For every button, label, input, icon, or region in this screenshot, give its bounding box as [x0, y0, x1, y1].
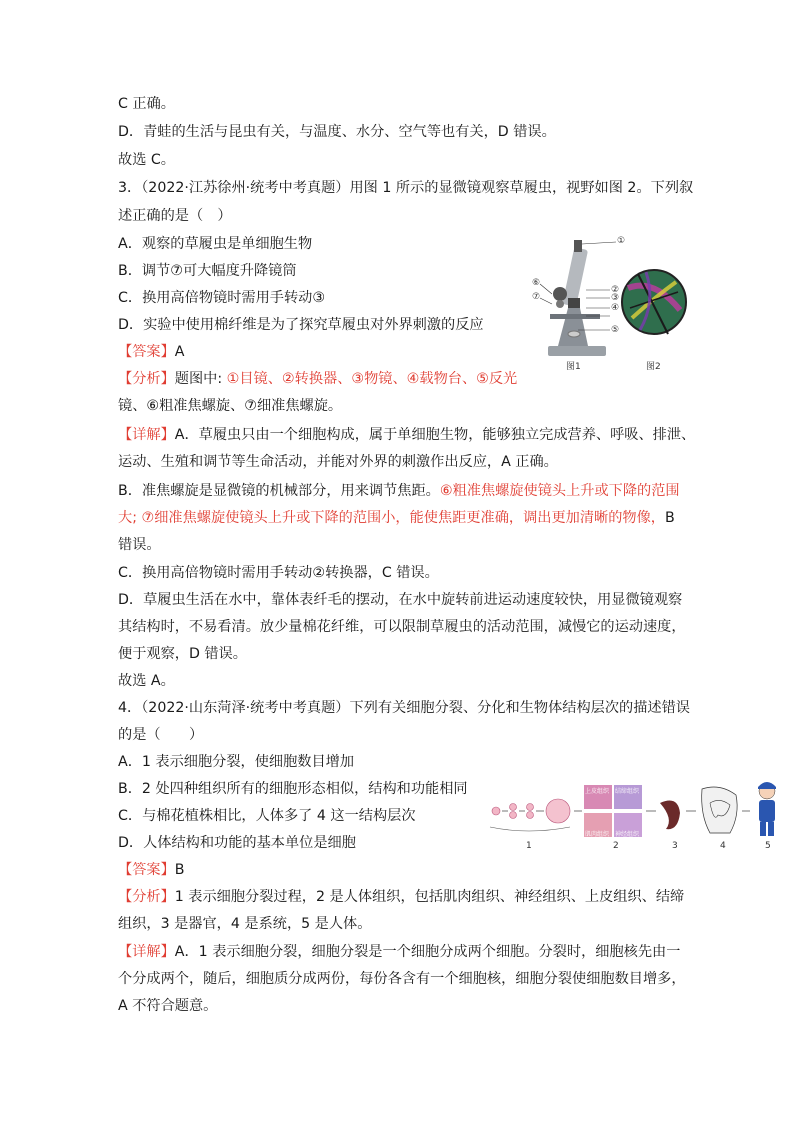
option-c: C．换用高倍物镜时需用手转动③: [118, 290, 326, 306]
question-4-stem: 4．（2022·山东菏泽·统考中考真题）下列有关细胞分裂、分化和生物体结构层次的描述错误: [118, 700, 690, 716]
detail-line: 运动、生殖和调节等生命活动，并能对外界的刺激作出反应，A 正确。: [118, 454, 558, 470]
label-1: ①: [617, 236, 626, 246]
stage-number: 4: [720, 841, 726, 851]
label-6: ⑥: [532, 278, 541, 288]
analysis-line: [118, 887, 684, 907]
answer-tag: 【答案】: [118, 862, 175, 878]
microscope-figure: [528, 238, 688, 372]
detail-text: A．1 表示细胞分裂，细胞分裂是一个细胞分成两个细胞。分裂时，细胞核先由一: [174, 944, 681, 960]
label-4: ④: [611, 303, 620, 313]
text-line: C 正确。: [118, 96, 175, 112]
detail-highlight: 大; ⑦细准焦螺旋使镜头上升或下降的范围小，能使焦距更准确，调出更加清晰的物像，: [118, 510, 665, 526]
detail-text: B．准焦螺旋是显微镜的机械部分，用来调节焦距。: [118, 483, 440, 499]
question-3-stem: 3．（2022·江苏徐州·统考中考真题）用图 1 所示的显微镜观察草履虫，视野如图 2。下列叙: [118, 180, 694, 196]
detail-line: A 不符合题意。: [118, 998, 218, 1014]
answer-value: A: [174, 344, 185, 360]
tissue-label: 结缔组织: [615, 788, 640, 795]
detail-line: D．草履虫生活在水中，靠体表纤毛的摆动，在水中旋转前进运动速度较快，用显微镜观察: [118, 592, 683, 608]
question-3-stem-cont: 述正确的是（ ）: [118, 208, 232, 224]
stage-number: 1: [526, 841, 532, 851]
option-a: A．1 表示细胞分裂，使细胞数目增加: [118, 754, 355, 770]
option-d: D．实验中使用棉纤维是为了探究草履虫对外界刺激的反应: [118, 317, 484, 333]
detail-tag: 【详解】: [118, 944, 175, 960]
stage-number: 3: [672, 841, 678, 851]
detail-line: [118, 481, 680, 501]
analysis-line-cont: 镜、⑥粗准焦螺旋、⑦细准焦螺旋。: [118, 398, 343, 414]
body-structure-figure: [488, 775, 784, 855]
detail-line: 错误。: [118, 537, 161, 553]
stage-number: 5: [765, 841, 771, 851]
question-4-stem-cont: 的是（ ）: [118, 727, 204, 743]
analysis-tag: 【分析】: [118, 889, 175, 905]
label-2: ②: [611, 285, 620, 295]
answer-line: [118, 342, 184, 362]
tissue-label: 神经组织: [615, 831, 640, 838]
analysis-text: 1 表示细胞分裂过程，2 是人体组织，包括肌肉组织、神经组织、上皮组织、结缔: [174, 889, 685, 905]
detail-tag: 【详解】: [118, 427, 175, 443]
detail-line: 个分成两个，随后，细胞质分成两份，每份各含有一个细胞核，细胞分裂使细胞数目增多，: [118, 971, 686, 987]
analysis-highlight: ①目镜、②转换器、③物镜、④载物台、⑤反光: [226, 371, 518, 387]
detail-text: B: [664, 510, 675, 526]
detail-line: 便于观察，D 错误。: [118, 646, 247, 662]
detail-text: A．草履虫只由一个细胞构成，属于单细胞生物，能够独立完成营养、呼吸、排泄、: [174, 427, 696, 443]
figure-caption: 图2: [646, 362, 661, 372]
option-a: A．观察的草履虫是单细胞生物: [118, 236, 313, 252]
detail-line: C．换用高倍物镜时需用手转动②转换器，C 错误。: [118, 565, 439, 581]
label-3: ③: [611, 293, 620, 303]
detail-line: [118, 942, 680, 962]
answer-tag: 【答案】: [118, 344, 175, 360]
option-b: B．调节⑦可大幅度升降镜筒: [118, 263, 297, 279]
tissue-label: 上皮组织: [585, 788, 610, 795]
analysis-line: [118, 369, 517, 389]
option-b: B．2 处四种组织所有的细胞形态相似，结构和功能相同: [118, 781, 468, 797]
analysis-line-cont: 组织，3 是器官，4 是系统，5 是人体。: [118, 916, 372, 932]
tissue-label: 肌肉组织: [585, 831, 610, 838]
option-d: D．人体结构和功能的基本单位是细胞: [118, 835, 356, 851]
text-line: 故选 C。: [118, 152, 175, 168]
label-5: ⑤: [611, 325, 620, 335]
detail-line: [118, 508, 675, 528]
detail-line: 其结构时，不易看清。放少量棉花纤维，可以限制草履虫的活动范围，减慢它的运动速度，: [118, 619, 686, 635]
text-line: D．青蛙的生活与昆虫有关，与温度、水分、空气等也有关，D 错误。: [118, 124, 556, 140]
option-c: C．与棉花植株相比，人体多了 4 这一结构层次: [118, 808, 416, 824]
detail-line: [118, 425, 695, 445]
detail-line: 故选 A。: [118, 673, 175, 689]
answer-line: [118, 860, 185, 880]
stage-number: 2: [613, 841, 619, 851]
label-7: ⑦: [532, 292, 541, 302]
analysis-text: 题图中:: [174, 371, 227, 387]
figure-caption: 图1: [566, 362, 581, 372]
microscope-icon: [528, 238, 688, 372]
answer-value: B: [174, 862, 185, 878]
analysis-tag: 【分析】: [118, 371, 175, 387]
detail-highlight: ⑥粗准焦螺旋使镜头上升或下降的范围: [439, 483, 680, 499]
